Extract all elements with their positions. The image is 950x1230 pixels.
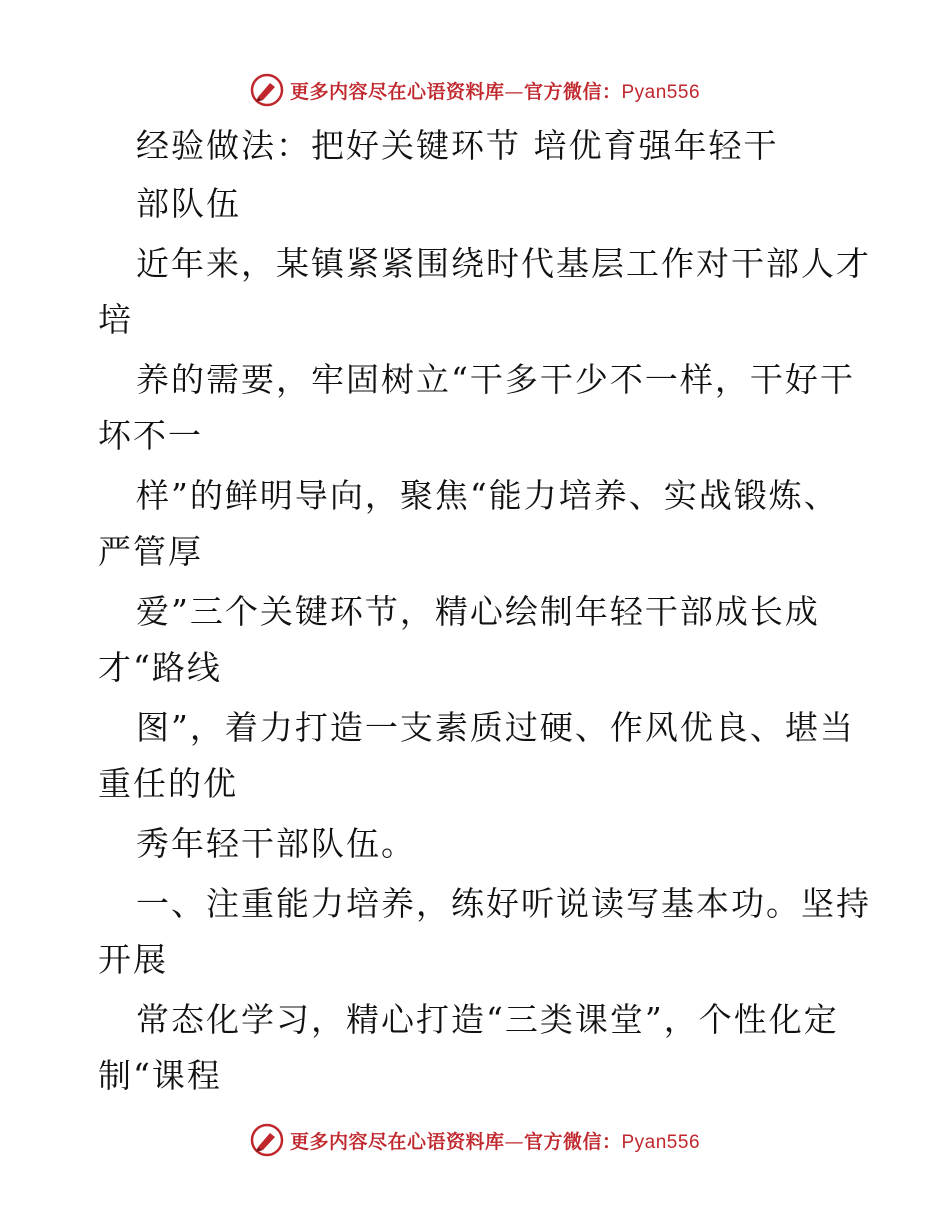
title-line-2: 部队伍: [136, 184, 241, 223]
footer-banner: [0, 1120, 950, 1160]
paragraph-line: 常态化学习，精心打造“三类课堂”，个性化定: [136, 1000, 839, 1039]
paragraph-line: 严管厚: [98, 532, 203, 571]
banner-text: 更多内容尽在心语资料库—官方微信：Pyan556: [289, 80, 701, 103]
paragraph-line: 一、注重能力培养，练好听说读写基本功。坚持: [136, 884, 871, 923]
paragraph-line: 培: [98, 300, 133, 339]
paragraph-line: 重任的优: [98, 764, 238, 803]
paragraph-line: 爱”三个关键环节，精心绘制年轻干部成长成: [136, 592, 820, 631]
paragraph-line: 秀年轻干部队伍。: [136, 824, 416, 863]
paragraph-line: 才“路线: [98, 648, 222, 687]
pen-logo-icon: [250, 1123, 284, 1157]
title-line-1: 经验做法：把好关键环节 培优育强年轻干: [136, 126, 779, 165]
paragraph-line: 图”，着力打造一支素质过硬、作风优良、堪当: [136, 708, 855, 747]
header-banner: [0, 70, 950, 110]
paragraph-line: 近年来，某镇紧紧围绕时代基层工作对干部人才: [136, 244, 871, 283]
paragraph-line: 样”的鲜明导向，聚焦“能力培养、实战锻炼、: [136, 476, 839, 515]
paragraph-line: 开展: [98, 940, 168, 979]
paragraph-line: 制“课程: [98, 1056, 222, 1095]
paragraph-line: 坏不一: [98, 416, 203, 455]
banner-text: 更多内容尽在心语资料库—官方微信：Pyan556: [289, 1130, 701, 1153]
pen-logo-icon: [250, 73, 284, 107]
paragraph-line: 养的需要，牢固树立“干多干少不一样，干好干: [136, 360, 855, 399]
